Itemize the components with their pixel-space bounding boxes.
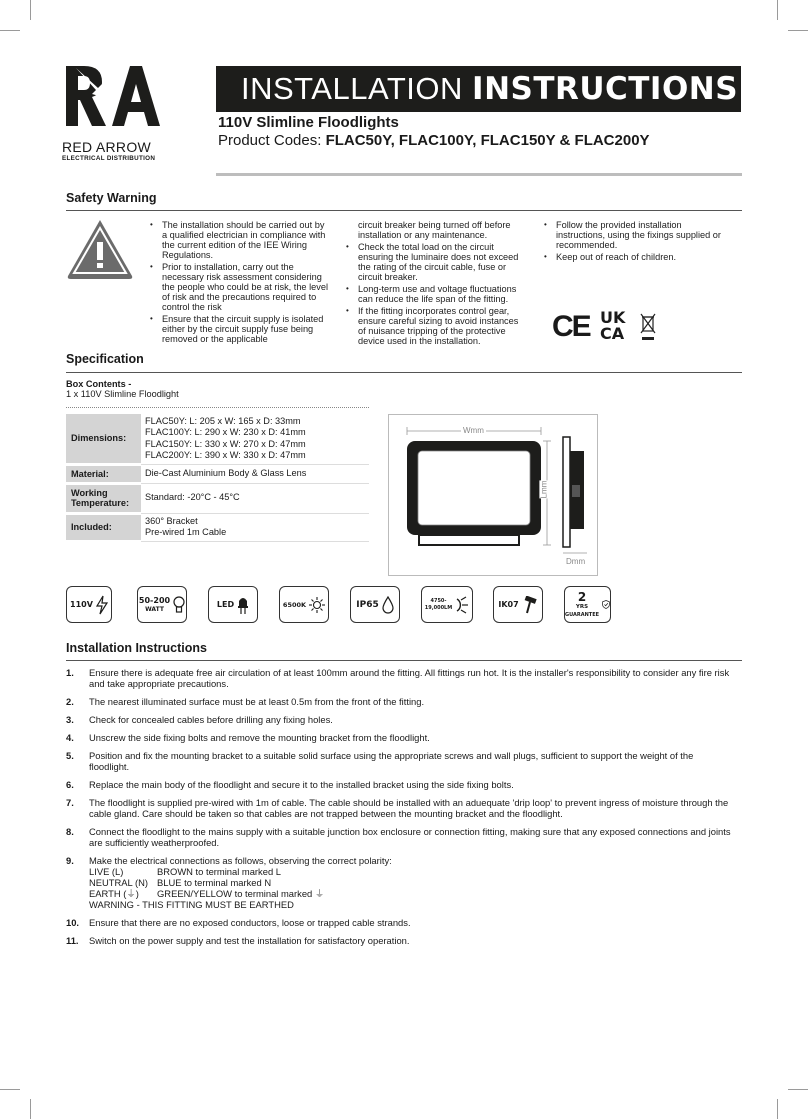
list-item: • Keep out of reach of children. <box>544 252 724 262</box>
spec-line: FLAC50Y: L: 205 x W: 165 x D: 33mm <box>145 415 301 426</box>
step-number: 1. <box>66 667 74 678</box>
list-item <box>66 797 736 819</box>
badge-unit: GUARANTEE <box>565 611 600 618</box>
codes-value: FLAC50Y, FLAC100Y, FLAC150Y & FLAC200Y <box>325 132 650 149</box>
badge-unit: YRS <box>575 603 589 610</box>
step-text: The nearest illuminated surface must be at least 0.5m from the front of the fitting. <box>89 696 425 707</box>
section-divider <box>66 372 742 373</box>
box-contents-label: Box Contents - <box>66 379 132 389</box>
section-divider <box>66 660 742 661</box>
title-bold: INSTRUCTIONS <box>472 71 739 107</box>
product-codes <box>218 132 650 149</box>
spec-value: Die-Cast Aluminium Body & Glass Lens <box>141 464 369 483</box>
step-text: The floodlight is supplied pre-wired with 1m of cable. The cable should be installed with an aduequate 'drip loop' to prevent ingress of moisture through the cable gland. Care should be taken so that cables are not trapped between the mounting bracket and the floodlight. <box>89 797 729 819</box>
page-title <box>216 66 741 112</box>
table-row <box>66 414 369 464</box>
floodlight-diagram-icon <box>389 415 597 575</box>
weee-bin-icon <box>640 312 656 347</box>
safety-col-2 <box>346 220 528 348</box>
header-divider <box>216 173 742 176</box>
list-item: • If the fitting incorporates control gear, ensure careful sizing to avoid instances of nuisance tripping of the protective device used in the installation. <box>346 306 528 346</box>
list-item: • Ensure that the circuit supply is isolated either by the circuit supply fuse being removed or the applicable <box>150 314 328 344</box>
light-rays-icon <box>455 595 469 615</box>
crop-mark <box>30 1099 31 1119</box>
list-item <box>66 696 736 707</box>
spec-heading: Specification <box>66 352 144 366</box>
depth-label: Dmm <box>566 557 586 566</box>
safety-heading: Safety Warning <box>66 191 157 205</box>
spec-line: FLAC200Y: L: 390 x W: 330 x D: 47mm <box>145 450 306 461</box>
ukca-mark-bottom: CA <box>600 324 625 343</box>
list-item: • Long-term use and voltage fluctuations can reduce the life span of the fitting. <box>346 284 528 304</box>
guarantee-badge <box>564 586 611 623</box>
step-text: Make the electrical connections as follows, observing the correct polarity: <box>89 855 392 866</box>
safety-col-3 <box>544 220 724 264</box>
safety-col-1 <box>150 220 328 346</box>
badge-value: 2 <box>577 589 587 604</box>
width-label: Wmm <box>463 426 484 435</box>
colour-temp-badge <box>279 586 329 623</box>
certification-marks <box>552 308 662 345</box>
step-number: 5. <box>66 750 74 761</box>
ip-rating-badge <box>350 586 400 623</box>
sun-icon <box>309 597 325 613</box>
step-text: Check for concealed cables before drilling any fixing holes. <box>89 714 333 725</box>
step-text: Replace the main body of the floodlight and secure it to the installed bracket using the side fixing bolts. <box>89 779 514 790</box>
spec-label: Working Temperature: <box>66 483 141 513</box>
step-text: Ensure that there are no exposed conductors, loose or trapped cable strands. <box>89 917 411 928</box>
wiring-term: LIVE (L) <box>89 866 124 877</box>
crop-mark <box>30 0 31 20</box>
voltage-badge <box>66 586 112 623</box>
shield-check-icon <box>602 597 610 612</box>
ukca-mark-top: UK <box>600 308 626 327</box>
badge-text: 110V <box>70 600 93 609</box>
step-text: Unscrew the side fixing bolts and remove the mounting bracket from the floodlight. <box>89 732 430 743</box>
wiring-desc: GREEN/YELLOW to terminal marked ⏚ <box>157 888 325 899</box>
product-subtitle: 110V Slimline Floodlights <box>218 114 399 131</box>
badge-text <box>139 596 170 614</box>
lumens-badge <box>421 586 473 623</box>
led-icon <box>237 596 249 614</box>
table-row <box>66 513 369 541</box>
step-text: Position and fix the mounting bracket to a suitable solid surface using the appropriate screws and wall plugs, sufficient to support the weight of the floodlight. <box>89 750 694 772</box>
droplet-icon <box>382 596 394 614</box>
install-steps <box>66 667 736 953</box>
ce-mark-icon: CE <box>552 310 590 343</box>
box-contents-value: 1 x 110V Slimline Floodlight <box>66 389 179 399</box>
codes-prefix: Product Codes: <box>218 132 322 149</box>
list-item <box>66 667 736 689</box>
step-number: 4. <box>66 732 74 743</box>
wiring-term: EARTH (⏚) <box>89 888 139 899</box>
hammer-icon <box>522 596 538 614</box>
list-item <box>66 917 736 928</box>
crop-mark <box>777 1099 778 1119</box>
spec-value <box>141 414 369 464</box>
list-item: • Check the total load on the circuit ensuring the luminaire does not exceed the rating of the circuit cable, fuse or circuit breaker. <box>346 242 528 282</box>
table-row <box>66 464 369 483</box>
lightning-icon <box>96 595 108 615</box>
spec-value <box>141 513 369 541</box>
spec-label: Dimensions: <box>66 414 141 464</box>
list-item <box>66 732 736 743</box>
step-number: 10. <box>66 917 80 928</box>
badge-text: IK07 <box>498 600 519 609</box>
impact-rating-badge <box>493 586 543 623</box>
badge-text <box>565 591 599 619</box>
list-item <box>66 714 736 725</box>
list-item <box>66 826 736 848</box>
brand-logo <box>62 60 164 162</box>
list-item <box>66 855 736 910</box>
step-number: 9. <box>66 855 74 866</box>
step-number: 11. <box>66 935 79 946</box>
crop-mark <box>0 30 20 31</box>
step-text: Connect the floodlight to the mains supply with a suitable junction box enclosure or connection fitting, making sure that any exposed connections and joints are sufficiently weatherproofed. <box>89 826 731 848</box>
dotted-divider <box>66 407 369 408</box>
step-number: 8. <box>66 826 74 837</box>
list-item <box>66 750 736 772</box>
warning-triangle-icon <box>66 218 134 280</box>
spec-table <box>66 414 369 543</box>
crop-mark <box>0 1089 20 1090</box>
step-number: 7. <box>66 797 74 808</box>
badge-text: 6500K <box>282 600 307 609</box>
section-divider <box>66 210 742 211</box>
badge-unit: WATT <box>145 605 164 613</box>
brand-name: RED ARROW <box>62 139 152 155</box>
spec-line: 360° Bracket <box>145 515 198 526</box>
crop-mark <box>788 1089 808 1090</box>
led-badge <box>208 586 258 623</box>
brand-tagline: ELECTRICAL DISTRIBUTION <box>62 155 156 162</box>
badge-value: 50-200 <box>138 595 171 605</box>
badge-text <box>425 598 452 612</box>
badge-text: LED <box>216 600 235 609</box>
list-item <box>66 779 736 790</box>
list-item <box>66 935 736 946</box>
step-number: 6. <box>66 779 74 790</box>
length-label: Lmm <box>539 480 549 499</box>
badge-line: 4750- <box>430 597 447 604</box>
badge-text: IP65 <box>356 599 379 610</box>
badge-line: 19,000LM <box>424 604 453 611</box>
spec-line: FLAC100Y: L: 290 x W: 230 x D: 41mm <box>145 427 306 438</box>
spec-line: Pre-wired 1m Cable <box>145 527 227 537</box>
ra-logo-icon <box>62 60 164 132</box>
step-text: Ensure there is adequate free air circulation of at least 100mm around the fitting. All fittings run hot. It is the installer's responsibility to consider any fire risk and take appropriate precautions. <box>89 667 730 689</box>
spec-label: Material: <box>66 464 141 483</box>
earthing-warning: WARNING - THIS FITTING MUST BE EARTHED <box>89 899 294 910</box>
crop-mark <box>777 0 778 20</box>
step-number: 3. <box>66 714 74 725</box>
wiring-term: NEUTRAL (N) <box>89 877 149 888</box>
wattage-badge <box>137 586 187 623</box>
step-number: 2. <box>66 696 74 707</box>
list-item-continued: circuit breaker being turned off before installation or any maintenance. <box>358 220 511 240</box>
install-heading: Installation Instructions <box>66 641 207 655</box>
wiring-desc: BLUE to terminal marked N <box>157 877 272 888</box>
spec-value: Standard: -20°C - 45°C <box>141 483 369 513</box>
list-item: • Follow the provided installation instructions, using the fixings supplied or recommended. <box>544 220 724 250</box>
list-item: • The installation should be carried out by a qualified electrician in compliance with the current edition of the IEE Wiring Regulations. <box>150 220 328 260</box>
wiring-desc: BROWN to terminal marked L <box>157 866 281 877</box>
spec-line: FLAC150Y: L: 330 x W: 270 x D: 47mm <box>145 438 306 449</box>
step-text: Switch on the power supply and test the installation for satisfactory operation. <box>89 935 410 946</box>
list-item: • Prior to installation, carry out the necessary risk assessment considering the people who could be at risk, the level of risk and the precautions required to control the risk <box>150 262 328 312</box>
title-light: INSTALLATION <box>241 71 463 106</box>
wiring-table <box>89 866 736 899</box>
table-row <box>66 483 369 513</box>
crop-mark <box>788 30 808 31</box>
bulb-icon <box>173 596 185 614</box>
spec-label: Included: <box>66 513 141 541</box>
dimension-diagram <box>388 414 598 576</box>
